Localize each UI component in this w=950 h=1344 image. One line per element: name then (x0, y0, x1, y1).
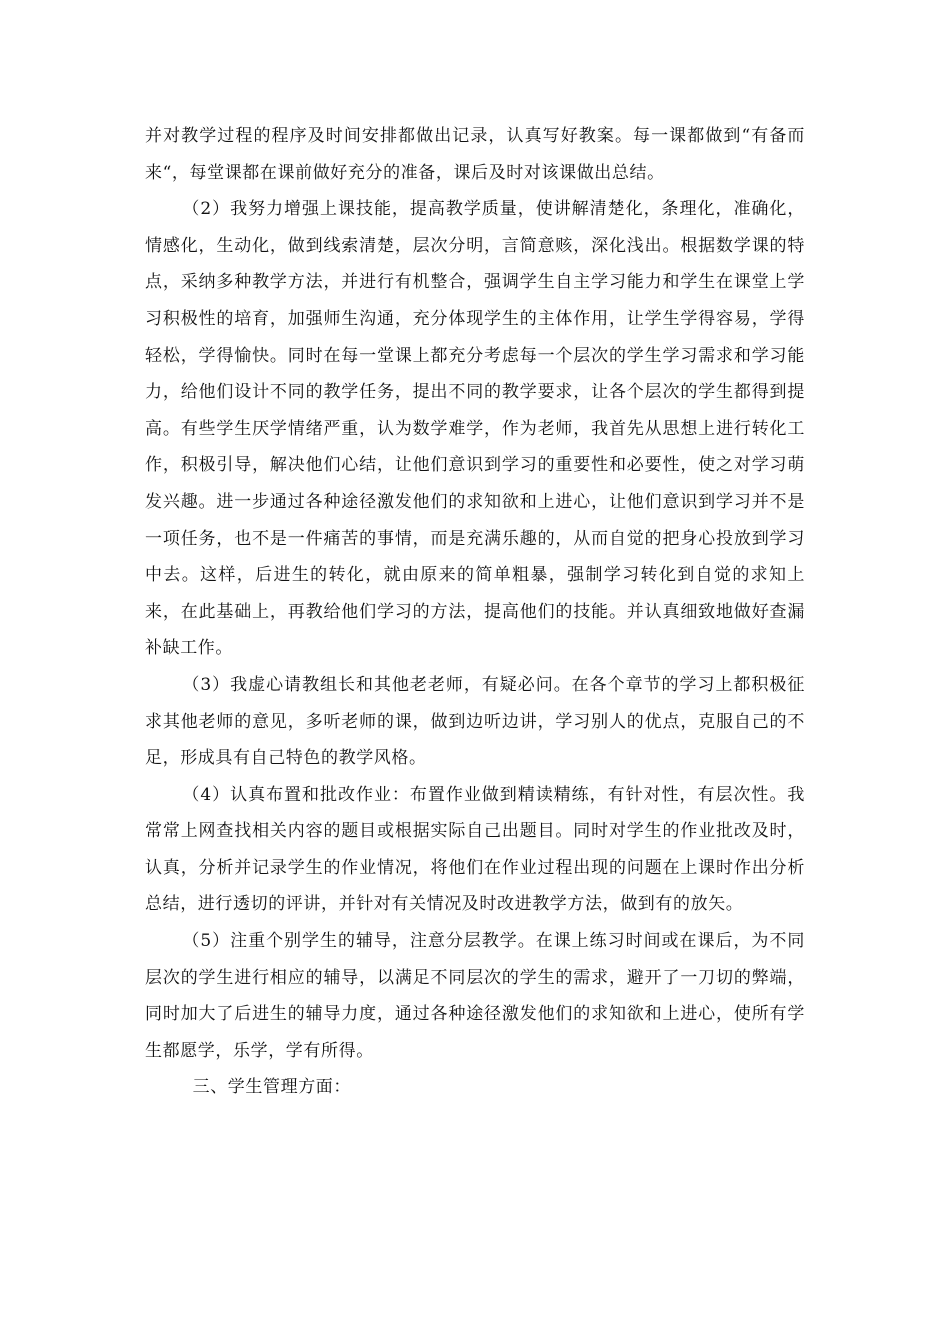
paragraph-continuation: 并对教学过程的程序及时间安排都做出记录，认真写好教案。每一课都做到“有备而来“，每堂课都在课前做好充分的准备，课后及时对该课做出总结。 (145, 126, 805, 183)
paragraph-item-5: （5）注重个别学生的辅导，注意分层教学。在课上练习时间或在课后，为不同层次的学生进行相应的辅导，以满足不同层次的学生的需求，避开了一刀切的弊端，同时加大了后进生的辅导力度，通过各种途径激发他们的求知欲和上进心，使所有学生都愿学，乐学，学有所得。 (145, 931, 805, 1061)
paragraph-item-4: （4）认真布置和批改作业：布置作业做到精读精练，有针对性，有层次性。我常常上网查找相关内容的题目或根据实际自己出题目。同时对学生的作业批改及时，认真，分析并记录学生的作业情况，将他们在作业过程出现的问题在上课时作出分析总结，进行透切的评讲，并针对有关情况及时改进教学方法，做到有的放矢。 (145, 784, 805, 915)
document-body (145, 118, 805, 1106)
section-heading: 三、学生管理方面： (192, 1077, 351, 1098)
paragraph-item-2: （2）我努力增强上课技能，提高教学质量，使讲解清楚化，条理化，准确化，情感化，生动化，做到线索清楚，层次分明，言简意赅，深化浅出。根据数学课的特点，采纳多种教学方法，并进行有机整合，强调学生自主学习能力和学生在课堂上学习积极性的培育，加强师生沟通，充分体现学生的主体作用，让学生学得容易，学得轻松，学得愉快。同时在每一堂课上都充分考虑每一个层次的学生学习需求和学习能力，给他们设计不同的教学任务，提出不同的教学要求，让各个层次的学生都得到提高。有些学生厌学情绪严重，认为数学难学，作为老师，我首先从思想上进行转化工作，积极引导，解决他们心结，让他们意识到学习的重要性和必要性，使之对学习萌发兴趣。进一步通过各种途径激发他们的求知欲和上进心，让他们意识到学习并不是一项任务，也不是一件痛苦的事情，而是充满乐趣的，从而自觉的把身心投放到学习中去。这样，后进生的转化，就由原来的简单粗暴，强制学习转化到自觉的求知上来，在此基础上，再教给他们学习的方法，提高他们的技能。并认真细致地做好查漏补缺工作。 (145, 199, 805, 659)
paragraph-item-3: （3）我虚心请教组长和其他老老师，有疑必问。在各个章节的学习上都积极征求其他老师的意见，多听老师的课，做到边听边讲，学习别人的优点，克服自己的不足，形成具有自己特色的教学风格。 (145, 674, 805, 769)
